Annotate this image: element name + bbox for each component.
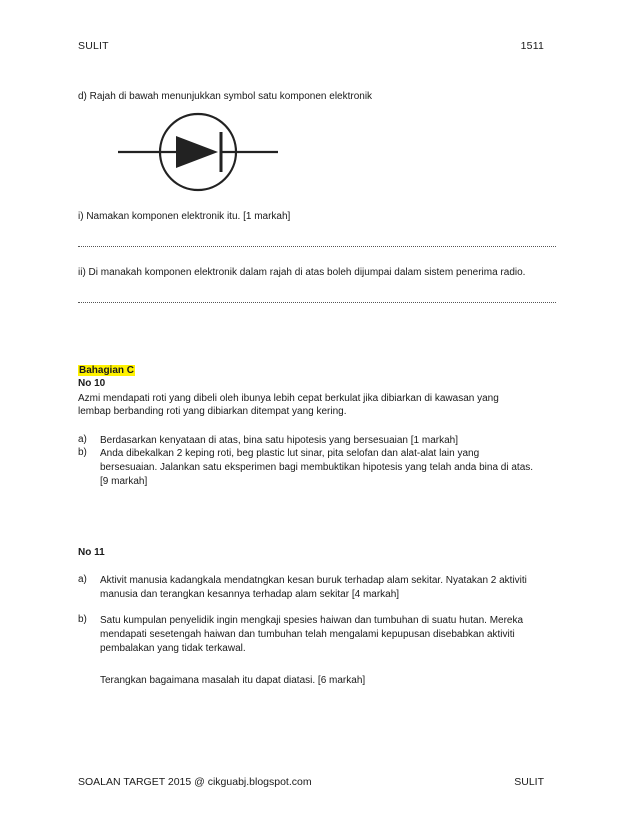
no11-item-a-line-1: Aktivit manusia kadangkala mendatngkan kesan buruk terhadap alam sekitar. Nyatakan 2 aktiviti	[100, 575, 527, 586]
no11-item-b-line-2: mendapati sesetengah haiwan dan tumbuhan telah mengalami kepupusan disebabkan aktiviti	[100, 629, 515, 640]
part-d-intro: d) Rajah di bawah menunjukkan symbol satu komponen elektronik	[78, 91, 373, 102]
section-c-title	[78, 364, 558, 378]
no10-text-line-2: lembap berbanding roti yang dibiarkan ditempat yang kering.	[78, 406, 347, 417]
no10-item-a-label: a)	[78, 434, 87, 445]
diode-symbol-icon	[118, 104, 278, 192]
no10-item-a-line-1: Berdasarkan kenyataan di atas, bina satu hipotesis yang bersesuaian [1 markah]	[100, 435, 458, 446]
header-left: SULIT	[78, 40, 109, 52]
no11-heading: No 11	[78, 547, 105, 558]
header-right: 1511	[520, 40, 544, 52]
no10-item-a	[78, 434, 558, 448]
no10-item-b-line-3: [9 markah]	[100, 476, 148, 487]
no11-item-b-label: b)	[78, 614, 87, 625]
no10-item-b-label: b)	[78, 447, 87, 458]
no10-item-b	[78, 447, 558, 489]
no10-item-b-line-1: Anda dibekalkan 2 keping roti, beg plastic lut sinar, pita selofan dan alat-alat lain yang	[100, 448, 480, 459]
no10-heading: No 10	[78, 378, 106, 389]
no10-text-line-1: Azmi mendapati roti yang dibeli oleh ibunya lebih cepat berkulat jika dibiarkan di kawasan yang	[78, 393, 499, 404]
question-d-ii: ii) Di manakah komponen elektronik dalam rajah di atas boleh dijumpai dalam sistem penerima radio.	[78, 267, 526, 278]
section-c-highlight: Bahagian C	[79, 365, 135, 376]
no10-item-b-line-2: bersesuaian. Jalankan satu eksperimen bagi membuktikan hipotesis yang telah anda bina di atas.	[100, 462, 534, 473]
answer-line-d-i	[78, 246, 556, 247]
no11-item-a-label: a)	[78, 574, 87, 585]
no11-item-b-line-3: pembalakan yang tidak terkawal.	[100, 643, 246, 654]
no11-item-a	[78, 574, 558, 602]
no11-closing: Terangkan bagaimana masalah itu dapat diatasi. [6 markah]	[100, 675, 366, 686]
answer-line-d-ii	[78, 302, 556, 303]
footer-left: SOALAN TARGET 2015 @ cikguabj.blogspot.com	[78, 776, 312, 788]
no11-item-b	[78, 614, 558, 656]
question-d-i: i) Namakan komponen elektronik itu. [1 markah]	[78, 211, 291, 222]
no11-item-b-line-1: Satu kumpulan penyelidik ingin mengkaji spesies haiwan dan tumbuhan di suatu hutan. Mereka	[100, 615, 524, 626]
no11-item-a-line-2: manusia dan terangkan kesannya terhadap alam sekitar [4 markah]	[100, 589, 400, 600]
footer-right: SULIT	[514, 776, 544, 788]
